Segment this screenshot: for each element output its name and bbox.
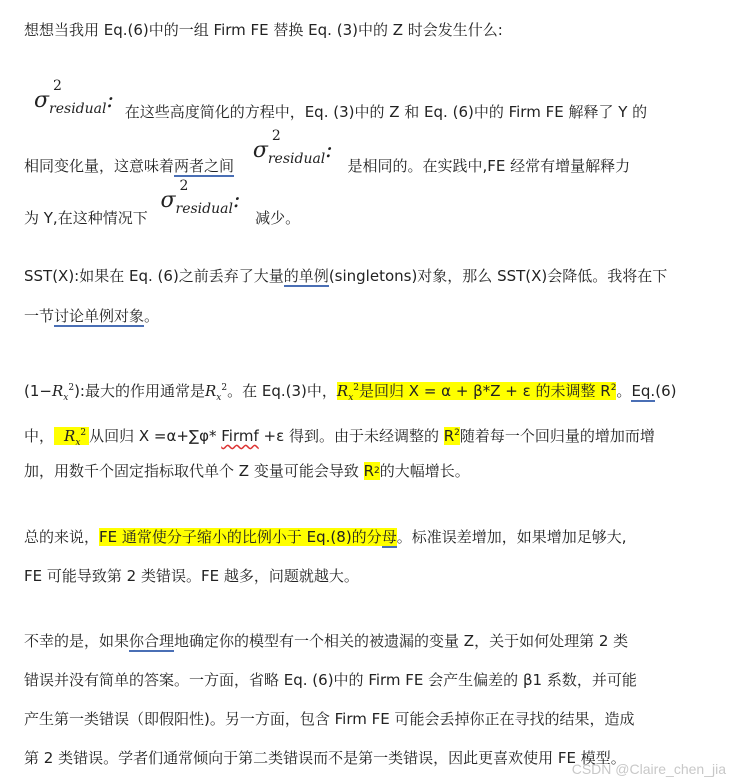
link-singleton[interactable]: 的单例 [283, 267, 329, 285]
highlight-r2: $R^2$ [363, 462, 380, 480]
paragraph-sigma-1: σ 2 $_{residual}$: 在这些高度简化的方程中，Eq. (3)中的 Z 和 Eq. (6)中的 Firm FE 解释了 Y 的 [34, 78, 648, 121]
highlight-unadjusted-r2: $R_x^2$是回归 X = α + β*Z + ε 的未调整 $R^2$ [336, 382, 617, 403]
paragraph-summary-1: 总的来说，FE 通常使分子缩小的比例小于 Eq.(8)的分母。标准误差增加，如果增加足够大, [24, 528, 627, 546]
highlight-fe-ratio: FE 通常使分子缩小的比例小于 Eq.(8)的分母 [99, 528, 397, 546]
link-reasonable[interactable]: 你合理 [129, 632, 175, 650]
paragraph-final-2: 错误并没有简单的答案。一方面，省略 Eq. (6)中的 Firm FE 会产生偏差的 β1 系数，并可能 [24, 671, 637, 689]
paragraph-sigma-3: 为 Y,在这种情况下 σ 2 $_{residual}$: 减少。 [24, 178, 301, 227]
paragraph-sst-1: SST(X):如果在 Eq. (6)之前丢弃了大量的单例(singletons)对象，那么 SST(X)会降低。我将在下 [24, 267, 668, 285]
paragraph-summary-2: FE 可能导致第 2 类错误。FE 越多，问题就越大。 [24, 567, 359, 585]
paragraph-final-1: 不幸的是，如果你合理地确定你的模型有一个相关的被遗漏的变量 Z，关于如何处理第 2 类 [24, 632, 629, 650]
paragraph-final-4: 第 2 类错误。学者们通常倾向于第二类错误而不是第一类错误，因此更喜欢使用 FE 模型。 [24, 749, 626, 767]
paragraph-r2-2: 中， $R_x^2$ 从回归 X =α+∑φ* Firmf +ε 得到。由于未经调整的 $R^2$随着每一个回归量的增加而增 [24, 427, 655, 448]
sigma-residual-formula: σ 2 $_{residual}$: [34, 78, 114, 117]
paragraph-intro: 想想当我用 Eq.(6)中的一组 Firm FE 替换 Eq. (3)中的 Z 时会发生什么: [24, 21, 503, 39]
paragraph-sst-2: 一节讨论单例对象。 [24, 307, 160, 325]
sigma-residual-formula: σ 2 $_{residual}$: [252, 128, 333, 167]
highlight-r2: $R^2$ [443, 427, 460, 445]
paragraph-r2-1: $(1-R_x^2)$:最大的作用通常是$R_x^2$。在 Eq.(3)中，$R_x^2$是回归 X = α + β*Z + ε 的未调整 $R^2$。Eq.(6) [24, 382, 677, 403]
paragraph-sigma-2: 相同变化量，这意味着两者之间 σ 2 $_{residual}$: 是相同的。在实践中,FE 经常有增量解释力 [24, 128, 631, 175]
spelling-firmf: Firmf [221, 427, 259, 445]
paragraph-r2-3: 加，用数千个固定指标取代单个 Z 变量可能会导致 $R^2$的大幅增长。 [24, 462, 470, 480]
link-eq[interactable]: Eq. [631, 382, 656, 400]
link-both[interactable]: 两者之间 [174, 157, 235, 175]
watermark: CSDN @Claire_chen_jia [571, 761, 726, 777]
rx2-symbol: $R_x^2$ [205, 382, 228, 403]
rx2-symbol: $R_x^2$ [51, 382, 75, 403]
paragraph-final-3: 产生第一类错误（即假阳性)。另一方面，包含 Firm FE 可能会丢掉你正在寻找的结果，造成 [24, 710, 635, 728]
link-discuss-singletons[interactable]: 讨论单例对象 [54, 307, 145, 325]
highlight-rx2: $R_x^2$ [54, 427, 89, 445]
sigma-residual-formula: σ 2 $_{residual}$: [160, 178, 241, 217]
